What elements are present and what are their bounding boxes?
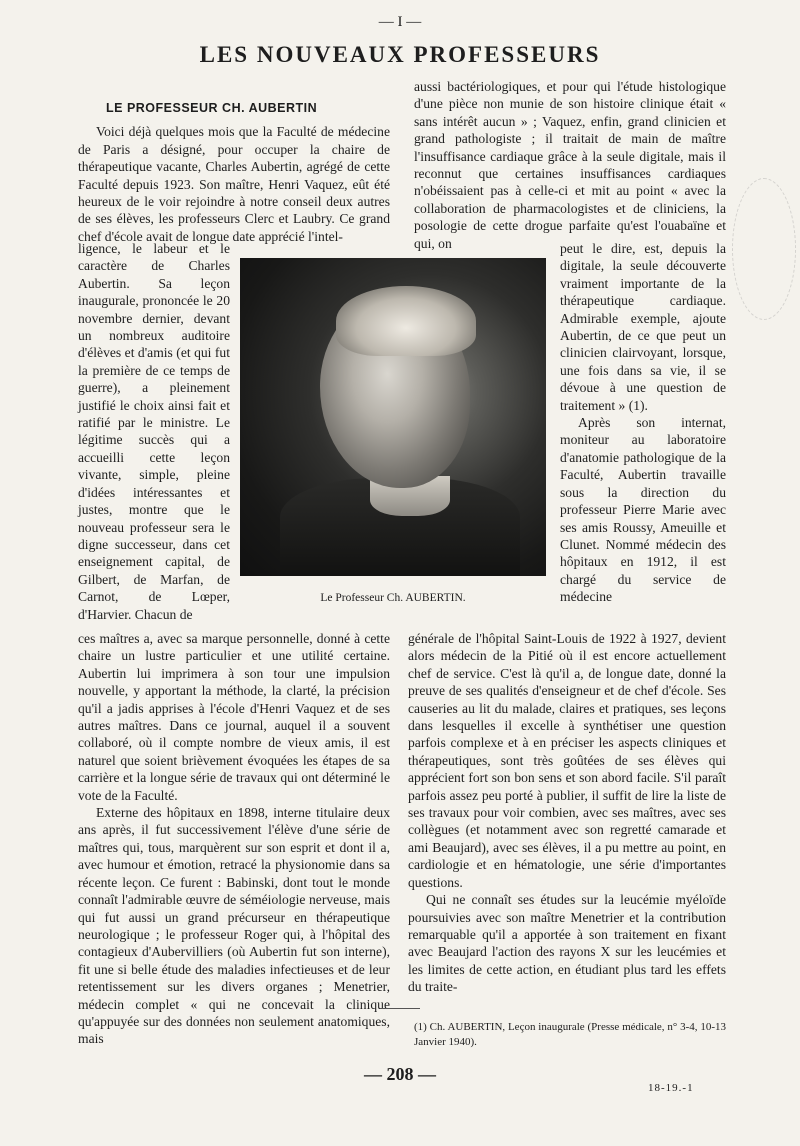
footnote-rule [380, 1008, 420, 1009]
page-code: 18-19.-1 [648, 1082, 694, 1094]
left-narrow-block [78, 240, 230, 623]
top-page-number: — I — [378, 14, 422, 30]
portrait-photo [240, 258, 546, 576]
left-bottom-paragraph-2: Externe des hôpitaux en 1898, interne titulaire deux ans après, il fut successivement l'élève d'une série de maîtres qui, tous, marquèrent sur son esprit et dont il a, avec humour et émotion, retracé la physionomie dans sa récente leçon. Ce furent : Babinski, dont tout le monde connaît l'admirable œuvre de séméiologie nerveuse, mais qui fut aussi un grand précurseur en thérapeutique neurologique ; le professeur Roger qui, à l'hôpital des contagieux d'Aubervilliers (où Aubertin fut son interne), fit une si belle étude des maladies infectieuses et de leur retentissement sur les divers organes ; Menetrier, médecin complet « qui ne concevait la clinique qu'appuyée sur des données non seulement anatomiques, mais [78, 805, 390, 1047]
right-bottom-paragraph-1: générale de l'hôpital Saint-Louis de 1922 à 1927, devient alors médecin de la Pitié où il est encore actuellement chef de service. C'est là qu'il a, de longue date, donné la preuve de ses qualités d'enseigneur et de chef d'école. Ses causeries au lit du malade, claires et pratiques, ses leçons dans lesquelles il excelle à synthétiser une question parfois complexe et à en préciser les aspects cliniques et thérapeutiques, sont très goûtées de ses élèves qui apprécient fort son bon sens et son abord facile. S'il paraît parfois assez peu porté à publier, il suffit de lire la liste de ses travaux pour voir combien, avec ses maîtres, avec ses collègues (et notamment avec son regretté camarade et ami Beaujard), avec ses élèves, il a pu mettre au point, en cardiologie et en hématologie, une série d'importantes questions. [408, 631, 726, 890]
right-bottom-paragraph-2: Qui ne connaît ses études sur la leucémie myéloïde poursuivies avec son maître Menetrier et la contribution remarquable qu'il a apportée à son traitement en fixant avec Beaujard l'action des rayons X sur les leucémies et les limites de cette action, en étudiant plus tard les effets du traite- [408, 892, 726, 995]
right-top-block [414, 78, 726, 252]
portrait-caption: Le Professeur Ch. AUBERTIN. [320, 592, 466, 604]
right-narrow-paragraph-2: Après son internat, moniteur au laboratoire d'anatomie pathologique de la Faculté, Aubertin travaille sous la direction du professeur Pierre Marie avec ses amis Roussy, Ameuille et Clunet. Nommé médecin des hôpitaux en 1912, il est chargé du service de médecine [560, 415, 726, 605]
right-narrow-paragraph-1: peut le dire, est, depuis la digitale, la seule découverte vraiment importante de la thérapeutique cardiaque. Admirable exemple, ajoute Aubertin, de ce que peut un clinicien clairvoyant, lorsque, une fois dans sa vie, il se dévoue à une question de traitement » (1). [560, 241, 726, 413]
page-number: — 208 — [364, 1064, 436, 1084]
right-bottom-block [408, 630, 726, 996]
left-intro-block [78, 100, 390, 245]
left-intro-paragraph: Voici déjà quelques mois que la Faculté de médecine de Paris a désigné, pour occuper la chaire de thérapeutique vacante, Charles Aubertin, agrégé de cette Faculté depuis 1923. Son maître, Henri Vaquez, eût été heureux de le voir rejoindre à notre conseil deux autres de ses élèves, les professeurs Clerc et Laubry. Ce grand chef d'école avait de longue date apprécié l'intel- [78, 124, 390, 244]
library-stamp-mark [732, 178, 796, 320]
right-top-paragraph: aussi bactériologiques, et pour qui l'étude histologique d'une pièce non munie de son histoire clinique était « sans intérêt aucun » ; Vaquez, enfin, grand clinicien et grand pathologiste ; il traitait de main de maître l'insuffisance cardiaque grâce à la seule digitale, mais il reconnut que certaines insuffisances cardiaques n'obéissaient pas à celle-ci et mit au point « avec la collaboration de pharmacologistes et de cliniciens, la posologie de cette drogue parfaite qu'est l'ouabaïne et qui, on [414, 79, 726, 251]
left-bottom-paragraph-1: ces maîtres a, avec sa marque personnelle, donné à cette chaire un lustre particulier et une utilité certaine. Aubertin lui imprimera à son tour une impulsion nouvelle, y apportant la méthode, la clarté, la précision qu'il a jadis apprises à l'école d'Henri Vaquez et de ses autres maîtres. Dans ce journal, auquel il a souvent collaboré, où il compte nombre de vieux amis, il est naturel que soient brièvement évoquées les étapes de sa carrière et la longue série de travaux qui ont déterminé le vote de la Faculté. [78, 631, 390, 803]
left-narrow-paragraph: ligence, le labeur et le caractère de Charles Aubertin. Sa leçon inaugurale, prononcée le 20 novembre dernier, devant un nombreux auditoire d'élèves et d'amis (et qui fut la première de ce temps de guerre), a pleinement justifié le choix ainsi fait et ratifié par le ministre. Le légitime succès qui a accueilli cette leçon vivante, simple, pleine d'idées intéressantes et justes, montre que le nouveau professeur sera le digne successeur, dans cet enseignement capital, de Gilbert, de Marfan, de Carnot, de Lœper, d'Harvier. Chacun de [78, 241, 230, 622]
left-bottom-block [78, 630, 390, 1048]
portrait-hair [336, 286, 476, 356]
right-narrow-block [560, 240, 726, 606]
page-title: LES NOUVEAUX PROFESSEURS [199, 42, 601, 67]
footnote: (1) Ch. AUBERTIN, Leçon inaugurale (Presse médicale, n° 3-4, 10-13 Janvier 1940). [414, 1021, 726, 1048]
article-subhead: LE PROFESSEUR CH. AUBERTIN [106, 101, 318, 115]
